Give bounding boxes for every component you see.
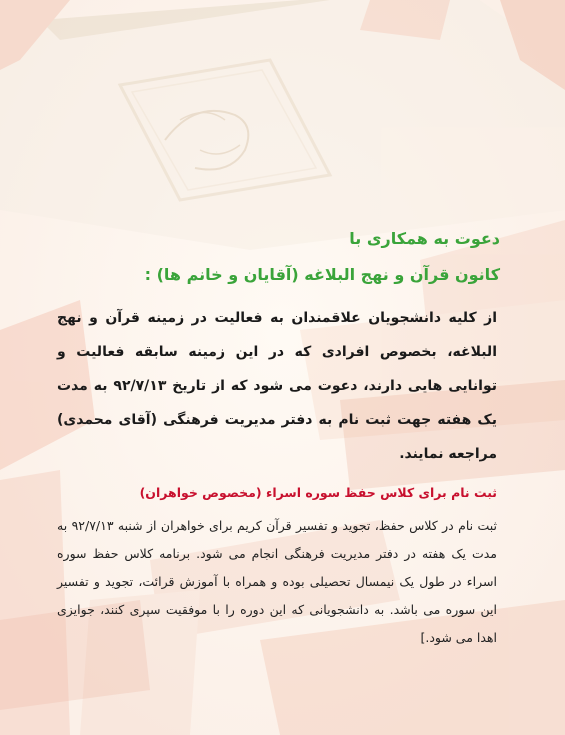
invite-title-line2: کانون قرآن و نهج البلاغه (آقایان و خانم ها) : — [144, 265, 500, 284]
class-registration-paragraph: ثبت نام در کلاس حفظ، تجوید و تفسیر قرآن کریم برای خواهران از شنبه ۹۲/۷/۱۳ به مدت یک هفته در دفتر مدیریت فرهنگی انجام می شود. برنامه کلاس حفظ سوره اسراء در طول یک نیمسال تحصیلی بوده و همراه با آموزش قرائت، تجوید و تفسیر این سوره می باشد. به دانشجویانی که این دوره را با موفقیت سپری کنند، جوایزی اهدا می شود.] — [57, 518, 498, 645]
invite-paragraph: از کلیه دانشجویان علاقمندان به فعالیت در زمینه قرآن و نهج البلاغه، بخصوص افرادی که در این زمینه سابقه فعالیت و توانایی هایی دارند، دعوت می شود که از تاریخ ۹۲/۷/۱۳ به مدت یک هفته جهت ثبت نام به دفتر مدیریت فرهنگی (آقای محمدی) مراجعه نمایند. — [57, 310, 497, 462]
invite-title-line1: دعوت به همکاری با — [349, 229, 500, 248]
class-registration-title: ثبت نام برای کلاس حفظ سوره اسراء (مخصوص خواهران) — [139, 485, 497, 500]
